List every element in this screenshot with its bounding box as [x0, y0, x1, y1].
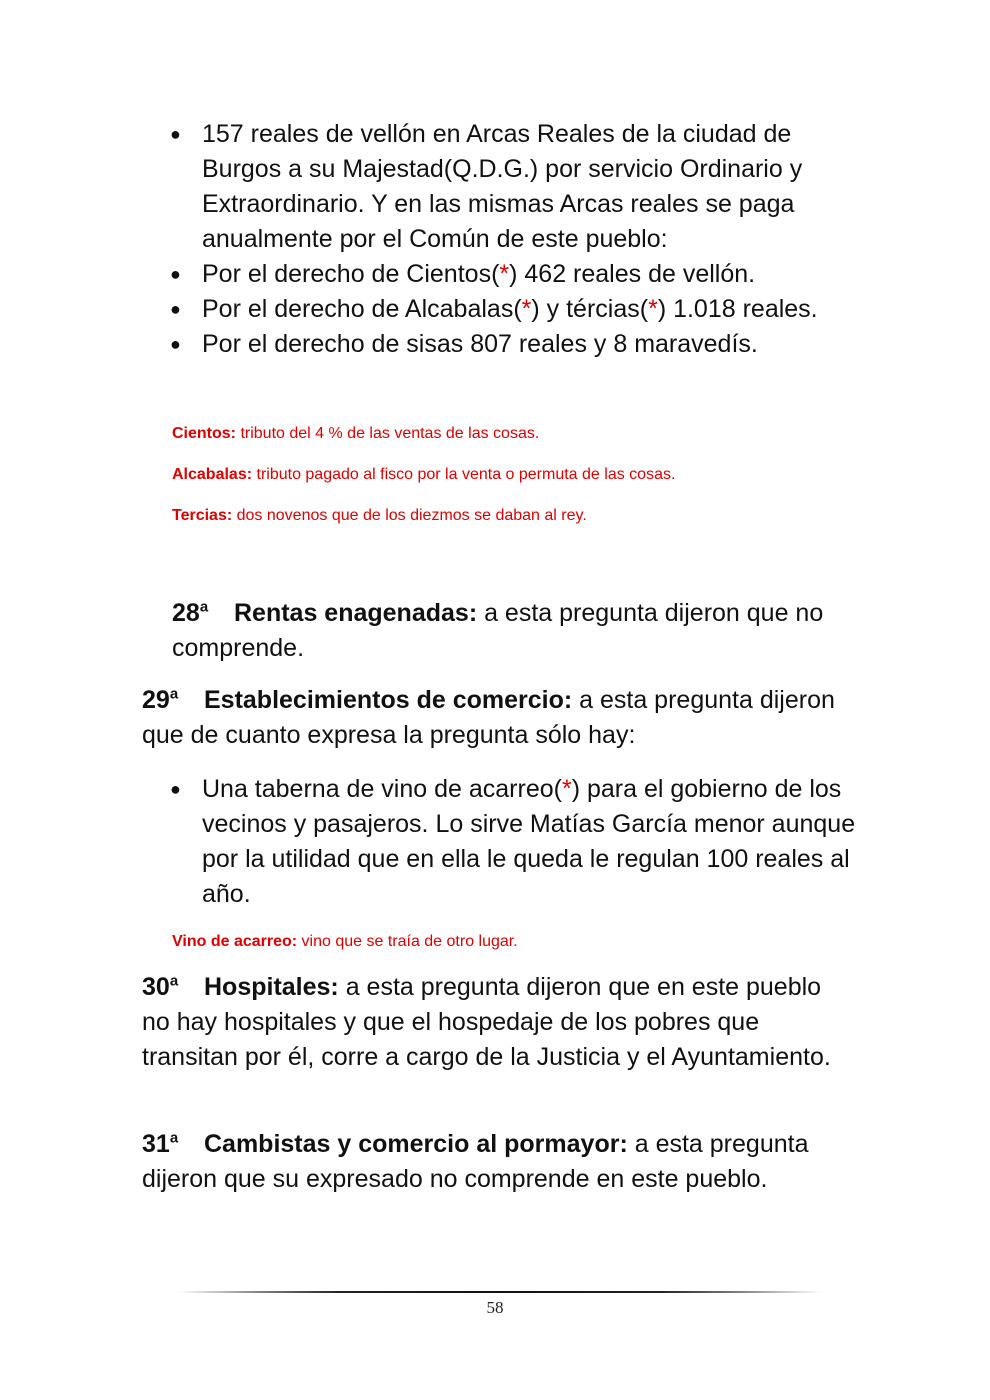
bullet-icon: ● [170, 299, 181, 319]
question-28: 28$^a$ Rentas enagenadas: a esta pregunta dijeron que no comprende. [172, 596, 852, 666]
bullet-icon: ● [170, 124, 181, 144]
question-number: 31$^a$ [142, 1129, 179, 1158]
footer-divider [178, 1291, 822, 1293]
commerce-list [170, 772, 860, 912]
footnote-alcabalas: Alcabalas: tributo pagado al fisco por la venta o permuta de las cosas. [172, 466, 676, 483]
list-item: ● Por el derecho de Cientos(*) 462 reales de vellón. [170, 257, 860, 292]
page-number: 58 [486, 1298, 504, 1317]
question-title: Establecimientos de comercio: [204, 686, 573, 714]
question-number: 30$^a$ [142, 972, 179, 1001]
list-item: ● 157 reales de vellón en Arcas Reales de la ciudad de Burgos a su Majestad(Q.D.G.) por servicio Ordinario y Extraordinario. Y en las mismas Arcas reales se paga anualmente por el Común de este pueblo: [170, 117, 860, 257]
footnote-tercias: Tercias: dos novenos que de los diezmos se daban al rey. [172, 507, 587, 524]
footnote-vino-acarreo: Vino de acarreo: vino que se traía de otro lugar. [172, 933, 518, 950]
list-item: ● Por el derecho de Alcabalas(*) y tércias(*) 1.018 reales. [170, 292, 860, 327]
bullet-icon: ● [170, 264, 181, 284]
footnote-asterisk: * [499, 260, 510, 288]
footnote-asterisk: * [521, 295, 532, 323]
footnote-asterisk: * [648, 295, 658, 323]
list-item: ● Una taberna de vino de acarreo(*) para el gobierno de los vecinos y pasajeros. Lo sirve Matías García menor aunque por la utilidad que en ella le queda le regulan 100 reales al año. [170, 772, 860, 912]
question-number: 29$^a$ [142, 685, 179, 714]
footnote-asterisk: * [561, 775, 572, 803]
list-item: ● Por el derecho de sisas 807 reales y 8 maravedís. [170, 327, 860, 362]
footnote-cientos: Cientos: tributo del 4 % de las ventas de las cosas. [172, 425, 540, 442]
question-title: Hospitales: [204, 973, 339, 1001]
question-title: Rentas enagenadas: [234, 599, 478, 627]
question-31: 31$^a$ Cambistas y comercio al pormayor: a esta pregunta dijeron que su expresado no comprende en este pueblo. [142, 1127, 852, 1197]
question-30: 30$^a$ Hospitales: a esta pregunta dijeron que en este pueblo no hay hospitales y que el hospedaje de los pobres que transitan por él, corre a cargo de la Justicia y el Ayuntamiento. [142, 970, 852, 1075]
bullet-icon: ● [170, 334, 181, 354]
question-number: 28$^a$ [172, 598, 209, 627]
question-title: Cambistas y comercio al pormayor: [204, 1130, 628, 1158]
bullet-icon: ● [170, 779, 181, 799]
question-29: 29$^a$ Establecimientos de comercio: a esta pregunta dijeron que de cuanto expresa la pregunta sólo hay: [142, 683, 852, 753]
tax-list [170, 117, 860, 362]
